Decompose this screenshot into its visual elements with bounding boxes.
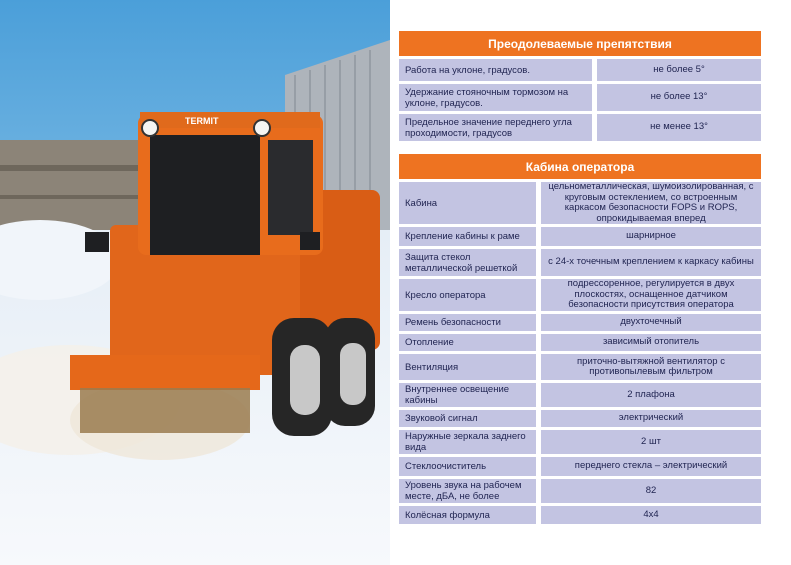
section-title-cabin: Кабина оператора	[399, 154, 761, 179]
spec-row	[399, 457, 761, 476]
spec-value: электрический	[541, 410, 761, 427]
spec-label: Колёсная формула	[399, 506, 536, 524]
spec-row	[399, 430, 761, 454]
spec-label: Крепление кабины к раме	[399, 227, 536, 246]
brand-logo-text: TERMIT	[185, 116, 219, 126]
spec-row	[399, 114, 761, 141]
spec-label: Внутреннее освещение кабины	[399, 383, 536, 407]
spec-row	[399, 227, 761, 246]
spec-value: шарнирное	[541, 227, 761, 246]
spec-value: приточно-вытяжной вентилятор с противопылевым фильтром	[541, 354, 761, 380]
spec-row	[399, 84, 761, 111]
spec-value: не менее 13°	[597, 114, 761, 141]
spec-label: Защита стекол металлической решеткой	[399, 249, 536, 276]
spec-row	[399, 410, 761, 427]
spec-row	[399, 354, 761, 380]
spec-value: цельнометаллическая, шумоизолированная, с круговым остеклением, со встроенным каркасом безопасности FOPS и ROPS, опрокидываемая вперед	[541, 182, 761, 224]
spec-row	[399, 59, 761, 81]
spec-row	[399, 506, 761, 524]
spec-label: Работа на уклоне, градусов.	[399, 59, 592, 81]
loader-photo	[0, 0, 390, 565]
section-title-obstacles: Преодолеваемые препятствия	[399, 31, 761, 56]
spec-row	[399, 279, 761, 311]
spec-row	[399, 249, 761, 276]
spec-value: с 24-х точечным креплением к каркасу кабины	[541, 249, 761, 276]
spec-label: Вентиляция	[399, 354, 536, 380]
spec-value: 2 шт	[541, 430, 761, 454]
spec-value: двухточечный	[541, 314, 761, 331]
spec-value: подрессоренное, регулируется в двух плоскостях, оснащенное датчиком безопасности присутствия оператора	[541, 279, 761, 311]
spec-value: не более 13°	[597, 84, 761, 111]
spec-label: Стеклоочиститель	[399, 457, 536, 476]
spec-label: Уровень звука на рабочем месте, дБА, не более	[399, 479, 536, 503]
spec-label: Предельное значение переднего угла проходимости, градусов	[399, 114, 592, 141]
spec-label: Наружные зеркала заднего вида	[399, 430, 536, 454]
spec-label: Кресло оператора	[399, 279, 536, 311]
spec-value: 82	[541, 479, 761, 503]
spec-row	[399, 314, 761, 331]
spec-row	[399, 182, 761, 224]
spec-label: Кабина	[399, 182, 536, 224]
spec-label: Ремень безопасности	[399, 314, 536, 331]
spec-label: Отопление	[399, 334, 536, 351]
spec-value: зависимый отопитель	[541, 334, 761, 351]
spec-value: переднего стекла – электрический	[541, 457, 761, 476]
spec-row	[399, 479, 761, 503]
spec-label: Удержание стояночным тормозом на уклоне, градусов.	[399, 84, 592, 111]
spec-value: 4x4	[541, 506, 761, 524]
spec-label: Звуковой сигнал	[399, 410, 536, 427]
spec-value: 2 плафона	[541, 383, 761, 407]
spec-value: не более 5°	[597, 59, 761, 81]
spec-panel	[399, 31, 761, 524]
spec-row	[399, 334, 761, 351]
spec-row	[399, 383, 761, 407]
